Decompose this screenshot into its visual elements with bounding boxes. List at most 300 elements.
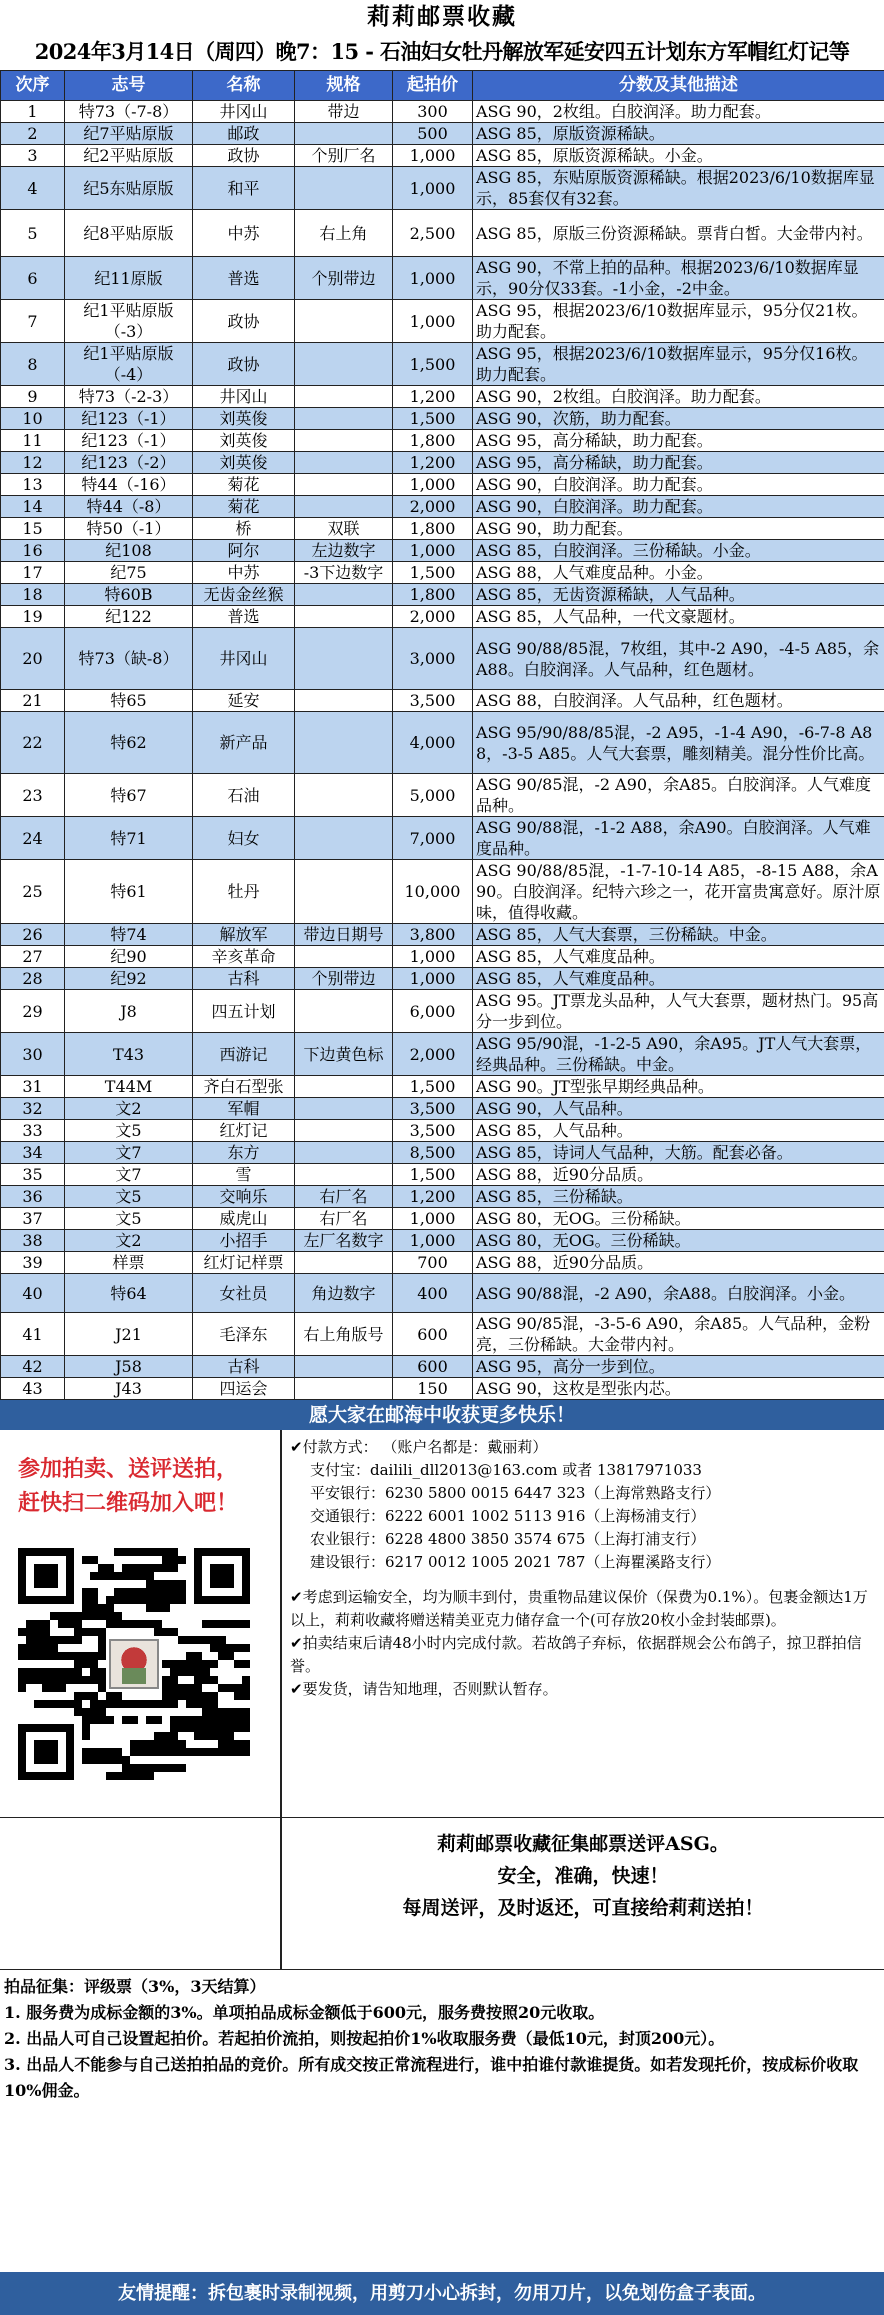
cell-name: 军帽 (193, 1098, 295, 1120)
cell-name: 井冈山 (193, 386, 295, 408)
table-row (1, 628, 884, 690)
table-row (1, 300, 884, 343)
cell-no: 13 (1, 474, 65, 496)
cell-name: 普选 (193, 606, 295, 628)
cell-no: 41 (1, 1313, 65, 1356)
cell-code: 特44（-8） (65, 496, 193, 518)
cell-price: 150 (393, 1378, 473, 1400)
cell-code: 特64 (65, 1274, 193, 1313)
promo-line-1: 参加拍卖、送评送拍， (18, 1456, 239, 1482)
table-row (1, 1378, 884, 1400)
cell-name: 政协 (193, 300, 295, 343)
cell-desc: ASG 85，原版资源稀缺。 (473, 123, 884, 145)
cell-spec (295, 774, 393, 817)
cell-code: J8 (65, 990, 193, 1033)
cell-spec (295, 1164, 393, 1186)
cell-desc: ASG 90，助力配套。 (473, 518, 884, 540)
promo-panel (0, 1430, 282, 1817)
cell-spec (295, 300, 393, 343)
table-row (1, 690, 884, 712)
cell-spec: 个别带边 (295, 257, 393, 300)
cell-desc: ASG 90，人气品种。 (473, 1098, 884, 1120)
cell-code: 纪123（-1） (65, 430, 193, 452)
cell-price: 10,000 (393, 860, 473, 924)
cell-desc: ASG 85，东贴原版资源稀缺。根据2023/6/10数据库显示，85套仅有32套。 (473, 167, 884, 210)
cell-spec (295, 860, 393, 924)
cell-no: 32 (1, 1098, 65, 1120)
col-header-price: 起拍价 (393, 71, 473, 101)
cell-spec (295, 474, 393, 496)
cell-no: 35 (1, 1164, 65, 1186)
table-row (1, 860, 884, 924)
cell-code: 纪90 (65, 946, 193, 968)
rules-section (0, 1970, 884, 2134)
cell-price: 500 (393, 123, 473, 145)
cell-desc: ASG 85，人气大套票，三份稀缺。中金。 (473, 924, 884, 946)
cell-desc: ASG 90/85混，-3-5-6 A90，余A85。人气品种，金粉亮，三份稀缺。大金带内衬。 (473, 1313, 884, 1356)
cell-name: 井冈山 (193, 101, 295, 123)
cell-spec (295, 946, 393, 968)
cell-spec (295, 817, 393, 860)
table-row (1, 452, 884, 474)
bank-line-3: 农业银行：6228 4800 3850 3574 675（上海打浦支行） (310, 1530, 706, 1548)
cell-no: 30 (1, 1033, 65, 1076)
cell-desc: ASG 90，2枚组。白胶润泽。助力配套。 (473, 101, 884, 123)
cell-desc: ASG 88，近90分品质。 (473, 1164, 884, 1186)
col-header-spec: 规格 (295, 71, 393, 101)
cell-desc: ASG 90。JT型张早期经典品种。 (473, 1076, 884, 1098)
cell-code: 纪123（-1） (65, 408, 193, 430)
cell-code: 文2 (65, 1098, 193, 1120)
cell-no: 31 (1, 1076, 65, 1098)
cell-code: 特44（-16） (65, 474, 193, 496)
cell-no: 37 (1, 1208, 65, 1230)
cell-code: 纪123（-2） (65, 452, 193, 474)
table-row (1, 518, 884, 540)
table-row (1, 430, 884, 452)
cell-code: 纪5东贴原版 (65, 167, 193, 210)
cell-no: 21 (1, 690, 65, 712)
table-row (1, 474, 884, 496)
cell-name: 中苏 (193, 562, 295, 584)
cell-name: 井冈山 (193, 628, 295, 690)
cell-spec: 带边日期号 (295, 924, 393, 946)
table-row (1, 343, 884, 386)
cell-desc: ASG 85，诗词人气品种，大筋。配套必备。 (473, 1142, 884, 1164)
cell-no: 3 (1, 145, 65, 167)
cell-no: 36 (1, 1186, 65, 1208)
cell-spec (295, 496, 393, 518)
table-row (1, 606, 884, 628)
payment-title: ✔付款方式： （账户名都是：戴丽莉） (290, 1438, 548, 1456)
table-row (1, 712, 884, 774)
cell-code: 文5 (65, 1186, 193, 1208)
rule-2: 2. 出品人可自己设置起拍价。若起拍价流拍，则按起拍价1%收取服务费（最低10元，封顶200元）。 (4, 2029, 725, 2048)
cell-spec: 双联 (295, 518, 393, 540)
cell-code: 特73（-7-8） (65, 101, 193, 123)
table-row (1, 145, 884, 167)
cell-desc: ASG 95。JT票龙头品种，人气大套票，题材热门。95高分一步到位。 (473, 990, 884, 1033)
cell-name: 新产品 (193, 712, 295, 774)
cell-no: 6 (1, 257, 65, 300)
cell-price: 400 (393, 1274, 473, 1313)
cell-no: 38 (1, 1230, 65, 1252)
cell-desc: ASG 85，原版三份资源稀缺。票背白皙。大金带内衬。 (473, 210, 884, 257)
cell-spec (295, 343, 393, 386)
cell-no: 18 (1, 584, 65, 606)
payment-panel (282, 1430, 884, 1817)
table-row (1, 1252, 884, 1274)
cell-desc: ASG 90/88混，-1-2 A88，余A90。白胶润泽。人气难度品种。 (473, 817, 884, 860)
cell-no: 25 (1, 860, 65, 924)
cell-no: 39 (1, 1252, 65, 1274)
cell-price: 1,000 (393, 968, 473, 990)
submission-banner (0, 1818, 884, 1970)
cell-name: 古科 (193, 968, 295, 990)
cell-price: 6,000 (393, 990, 473, 1033)
cell-code: 纪11原版 (65, 257, 193, 300)
cell-code: 纪108 (65, 540, 193, 562)
cell-name: 雪 (193, 1164, 295, 1186)
cell-desc: ASG 90/85混，-2 A90，余A85。白胶润泽。人气难度品种。 (473, 774, 884, 817)
cell-name: 女社员 (193, 1274, 295, 1313)
cell-price: 2,000 (393, 496, 473, 518)
cell-name: 延安 (193, 690, 295, 712)
cell-name: 石油 (193, 774, 295, 817)
qr-code-icon[interactable] (18, 1548, 250, 1780)
table-row (1, 1164, 884, 1186)
cell-spec (295, 606, 393, 628)
cell-price: 600 (393, 1313, 473, 1356)
cell-code: 特50（-1） (65, 518, 193, 540)
table-row (1, 1120, 884, 1142)
cell-code: 特65 (65, 690, 193, 712)
cell-no: 42 (1, 1356, 65, 1378)
cell-name: 菊花 (193, 496, 295, 518)
cell-code: 样票 (65, 1252, 193, 1274)
table-row (1, 1076, 884, 1098)
cell-name: 四五计划 (193, 990, 295, 1033)
cell-no: 23 (1, 774, 65, 817)
table-row (1, 101, 884, 123)
cell-desc: ASG 95，高分一步到位。 (473, 1356, 884, 1378)
cell-desc: ASG 95，根据2023/6/10数据库显示，95分仅16枚。助力配套。 (473, 343, 884, 386)
col-header-name: 名称 (193, 71, 295, 101)
cell-desc: ASG 95，高分稀缺，助力配套。 (473, 430, 884, 452)
bank-line-1: 平安银行：6230 5800 0015 6447 323（上海常熟路支行） (310, 1484, 721, 1502)
cell-price: 4,000 (393, 712, 473, 774)
table-row (1, 210, 884, 257)
cell-spec: 右厂名 (295, 1186, 393, 1208)
cell-code: 特62 (65, 712, 193, 774)
cell-code: 文5 (65, 1208, 193, 1230)
cell-desc: ASG 85，无齿资源稀缺，人气品种。 (473, 584, 884, 606)
cell-no: 8 (1, 343, 65, 386)
table-row (1, 817, 884, 860)
table-row (1, 1313, 884, 1356)
cell-code: T44M (65, 1076, 193, 1098)
cell-name: 邮政 (193, 123, 295, 145)
cell-desc: ASG 80，无OG。三份稀缺。 (473, 1208, 884, 1230)
cell-desc: ASG 90/88混，-2 A90，余A88。白胶润泽。小金。 (473, 1274, 884, 1313)
cell-price: 7,000 (393, 817, 473, 860)
table-row (1, 1274, 884, 1313)
cell-spec (295, 386, 393, 408)
table-header-row (1, 71, 884, 101)
cell-price: 1,000 (393, 540, 473, 562)
cell-no: 24 (1, 817, 65, 860)
cell-desc: ASG 88，人气难度品种。小金。 (473, 562, 884, 584)
banner-line-1: 莉莉邮票收藏征集邮票送评ASG。 (437, 1833, 729, 1855)
cell-name: 东方 (193, 1142, 295, 1164)
table-row (1, 774, 884, 817)
cell-name: 阿尔 (193, 540, 295, 562)
cell-desc: ASG 95/90混，-1-2-5 A90，余A95。JT人气大套票，经典品种。三份稀缺。中金。 (473, 1033, 884, 1076)
bank-line-4: 建设银行：6217 0012 1005 2021 787（上海瞿溪路支行） (310, 1553, 721, 1571)
cell-desc: ASG 90，白胶润泽。助力配套。 (473, 496, 884, 518)
cell-price: 8,500 (393, 1142, 473, 1164)
cell-no: 26 (1, 924, 65, 946)
cell-no: 19 (1, 606, 65, 628)
cell-price: 3,500 (393, 1098, 473, 1120)
cell-price: 1,500 (393, 1076, 473, 1098)
cell-price: 1,200 (393, 386, 473, 408)
bless-banner: 愿大家在邮海中收获更多快乐！ (0, 1400, 884, 1430)
cell-name: 无齿金丝猴 (193, 584, 295, 606)
table-row (1, 1356, 884, 1378)
cell-no: 20 (1, 628, 65, 690)
cell-name: 和平 (193, 167, 295, 210)
note-payment: ✔拍卖结束后请48小时内完成付款。若故鸽子弃标，依据群规会公布鸽子，掠卫群拍信誉。 (290, 1634, 862, 1675)
cell-price: 1,000 (393, 1208, 473, 1230)
cell-code: 特67 (65, 774, 193, 817)
table-row (1, 1142, 884, 1164)
cell-price: 1,800 (393, 518, 473, 540)
cell-name: 政协 (193, 343, 295, 386)
cell-desc: ASG 85，人气难度品种。 (473, 946, 884, 968)
cell-code: 纪1平贴原版（-4） (65, 343, 193, 386)
cell-price: 3,000 (393, 628, 473, 690)
footer-reminder: 友情提醒：拆包裹时录制视频，用剪刀小心拆封，勿用刀片，以免划伤盒子表面。 (0, 2272, 884, 2315)
cell-spec (295, 584, 393, 606)
cell-spec: 个别厂名 (295, 145, 393, 167)
col-header-desc: 分数及其他描述 (473, 71, 884, 101)
cell-price: 1,500 (393, 408, 473, 430)
cell-code: 纪2平贴原版 (65, 145, 193, 167)
cell-spec (295, 452, 393, 474)
cell-price: 1,000 (393, 257, 473, 300)
cell-no: 29 (1, 990, 65, 1033)
cell-spec: 个别带边 (295, 968, 393, 990)
col-header-no: 次序 (1, 71, 65, 101)
cell-spec (295, 1356, 393, 1378)
banner-line-2: 安全，准确，快速！ (497, 1865, 669, 1887)
cell-desc: ASG 85，人气品种。 (473, 1120, 884, 1142)
cell-name: 西游记 (193, 1033, 295, 1076)
cell-name: 小招手 (193, 1230, 295, 1252)
cell-code: 纪92 (65, 968, 193, 990)
cell-desc: ASG 90，次筋，助力配套。 (473, 408, 884, 430)
cell-code: 特60B (65, 584, 193, 606)
cell-spec (295, 628, 393, 690)
cell-code: J21 (65, 1313, 193, 1356)
cell-desc: ASG 80，无OG。三份稀缺。 (473, 1230, 884, 1252)
cell-spec (295, 1252, 393, 1274)
table-row (1, 968, 884, 990)
info-block (0, 1430, 884, 1818)
cell-price: 1,000 (393, 946, 473, 968)
cell-desc: ASG 85，人气品种，一代文豪题材。 (473, 606, 884, 628)
cell-name: 四运会 (193, 1378, 295, 1400)
cell-spec (295, 990, 393, 1033)
cell-spec (295, 690, 393, 712)
cell-desc: ASG 95，根据2023/6/10数据库显示，95分仅21枚。助力配套。 (473, 300, 884, 343)
cell-desc: ASG 95，高分稀缺，助力配套。 (473, 452, 884, 474)
cell-no: 10 (1, 408, 65, 430)
cell-desc: ASG 85，白胶润泽。三份稀缺。小金。 (473, 540, 884, 562)
cell-code: 特73（缺-8） (65, 628, 193, 690)
cell-no: 5 (1, 210, 65, 257)
cell-no: 33 (1, 1120, 65, 1142)
cell-no: 4 (1, 167, 65, 210)
cell-desc: ASG 90，这枚是型张内芯。 (473, 1378, 884, 1400)
cell-spec (295, 1378, 393, 1400)
cell-no: 9 (1, 386, 65, 408)
cell-price: 1,200 (393, 1186, 473, 1208)
table-row (1, 990, 884, 1033)
table-row (1, 167, 884, 210)
cell-desc: ASG 88，近90分品质。 (473, 1252, 884, 1274)
cell-name: 红灯记样票 (193, 1252, 295, 1274)
cell-name: 桥 (193, 518, 295, 540)
page-title: 莉莉邮票收藏 (367, 3, 517, 30)
cell-no: 27 (1, 946, 65, 968)
cell-name: 交响乐 (193, 1186, 295, 1208)
cell-price: 5,000 (393, 774, 473, 817)
cell-price: 2,000 (393, 606, 473, 628)
cell-no: 43 (1, 1378, 65, 1400)
cell-name: 辛亥革命 (193, 946, 295, 968)
cell-price: 1,000 (393, 1230, 473, 1252)
table-row (1, 496, 884, 518)
cell-no: 16 (1, 540, 65, 562)
alipay-line: 支付宝：dailili_dll2013@163.com 或者 13817971033 (310, 1461, 702, 1479)
cell-desc: ASG 85，人气难度品种。 (473, 968, 884, 990)
cell-desc: ASG 95/90/88/85混，-2 A95，-1-4 A90，-6-7-8 A88，-3-5 A85。人气大套票，雕刻精美。混分性价比高。 (473, 712, 884, 774)
col-header-code: 志号 (65, 71, 193, 101)
cell-code: J43 (65, 1378, 193, 1400)
table-row (1, 1208, 884, 1230)
cell-code: 特73（-2-3） (65, 386, 193, 408)
cell-no: 28 (1, 968, 65, 990)
cell-code: 文2 (65, 1230, 193, 1252)
cell-price: 2,500 (393, 210, 473, 257)
cell-spec: 带边 (295, 101, 393, 123)
cell-code: 特71 (65, 817, 193, 860)
cell-desc: ASG 90/88/85混，-1-7-10-14 A85，-8-15 A88，余A90。白胶润泽。纪特六珍之一，花开富贵寓意好。原汁原味，值得收藏。 (473, 860, 884, 924)
cell-price: 1,500 (393, 343, 473, 386)
cell-price: 300 (393, 101, 473, 123)
cell-spec: -3下边数字 (295, 562, 393, 584)
cell-code: 纪7平贴原版 (65, 123, 193, 145)
table-row (1, 257, 884, 300)
cell-spec: 右上角 (295, 210, 393, 257)
cell-spec: 左边数字 (295, 540, 393, 562)
cell-name: 刘英俊 (193, 408, 295, 430)
cell-no: 1 (1, 101, 65, 123)
promo-text (0, 1430, 280, 1520)
cell-code: 文7 (65, 1164, 193, 1186)
cell-no: 15 (1, 518, 65, 540)
promo-line-2: 赶快扫二维码加入吧！ (18, 1490, 239, 1516)
table-row (1, 123, 884, 145)
cell-code: 纪1平贴原版（-3） (65, 300, 193, 343)
cell-name: 刘英俊 (193, 430, 295, 452)
table-row (1, 924, 884, 946)
cell-price: 1,000 (393, 167, 473, 210)
cell-desc: ASG 88，白胶润泽。人气品种，红色题材。 (473, 690, 884, 712)
cell-name: 威虎山 (193, 1208, 295, 1230)
cell-spec (295, 408, 393, 430)
cell-desc: ASG 90/88/85混，7枚组，其中-2 A90，-4-5 A85，余A88。白胶润泽。人气品种，红色题材。 (473, 628, 884, 690)
cell-spec: 角边数字 (295, 1274, 393, 1313)
cell-spec: 右上角版号 (295, 1313, 393, 1356)
cell-price: 3,500 (393, 1120, 473, 1142)
note-delivery: ✔要发货，请告知地理，否则默认暂存。 (290, 1680, 558, 1698)
cell-name: 牡丹 (193, 860, 295, 924)
table-row (1, 408, 884, 430)
cell-name: 红灯记 (193, 1120, 295, 1142)
bank-line-2: 交通银行：6222 6001 1002 5113 916（上海杨浦支行） (310, 1507, 706, 1525)
cell-name: 古科 (193, 1356, 295, 1378)
table-row (1, 946, 884, 968)
cell-no: 11 (1, 430, 65, 452)
cell-code: T43 (65, 1033, 193, 1076)
lots-table (0, 70, 884, 1400)
cell-price: 1,000 (393, 145, 473, 167)
cell-code: 特61 (65, 860, 193, 924)
cell-code: 文7 (65, 1142, 193, 1164)
cell-price: 1,800 (393, 430, 473, 452)
cell-code: 特74 (65, 924, 193, 946)
cell-price: 3,800 (393, 924, 473, 946)
cell-name: 刘英俊 (193, 452, 295, 474)
check-icon: ✔ (290, 1588, 303, 1606)
table-row (1, 1033, 884, 1076)
cell-no: 40 (1, 1274, 65, 1313)
cell-desc: ASG 85，三份稀缺。 (473, 1186, 884, 1208)
cell-desc: ASG 90，2枚组。白胶润泽。助力配套。 (473, 386, 884, 408)
rule-1: 1. 服务费为成标金额的3%。单项拍品成标金额低于600元，服务费按照20元收取。 (4, 2003, 605, 2022)
cell-no: 2 (1, 123, 65, 145)
cell-desc: ASG 90，不常上拍的品种。根据2023/6/10数据库显示，90分仅33套。-1小金，-2中金。 (473, 257, 884, 300)
table-row (1, 1230, 884, 1252)
cell-name: 普选 (193, 257, 295, 300)
check-icon: ✔ (290, 1680, 303, 1698)
lots-body (1, 101, 884, 1400)
cell-name: 政协 (193, 145, 295, 167)
table-row (1, 1098, 884, 1120)
cell-no: 34 (1, 1142, 65, 1164)
cell-price: 1,500 (393, 562, 473, 584)
cell-code: 纪122 (65, 606, 193, 628)
cell-price: 1,000 (393, 474, 473, 496)
cell-desc: ASG 85，原版资源稀缺。小金。 (473, 145, 884, 167)
table-row (1, 386, 884, 408)
cell-spec: 下边黄色标 (295, 1033, 393, 1076)
table-row (1, 584, 884, 606)
cell-spec (295, 430, 393, 452)
